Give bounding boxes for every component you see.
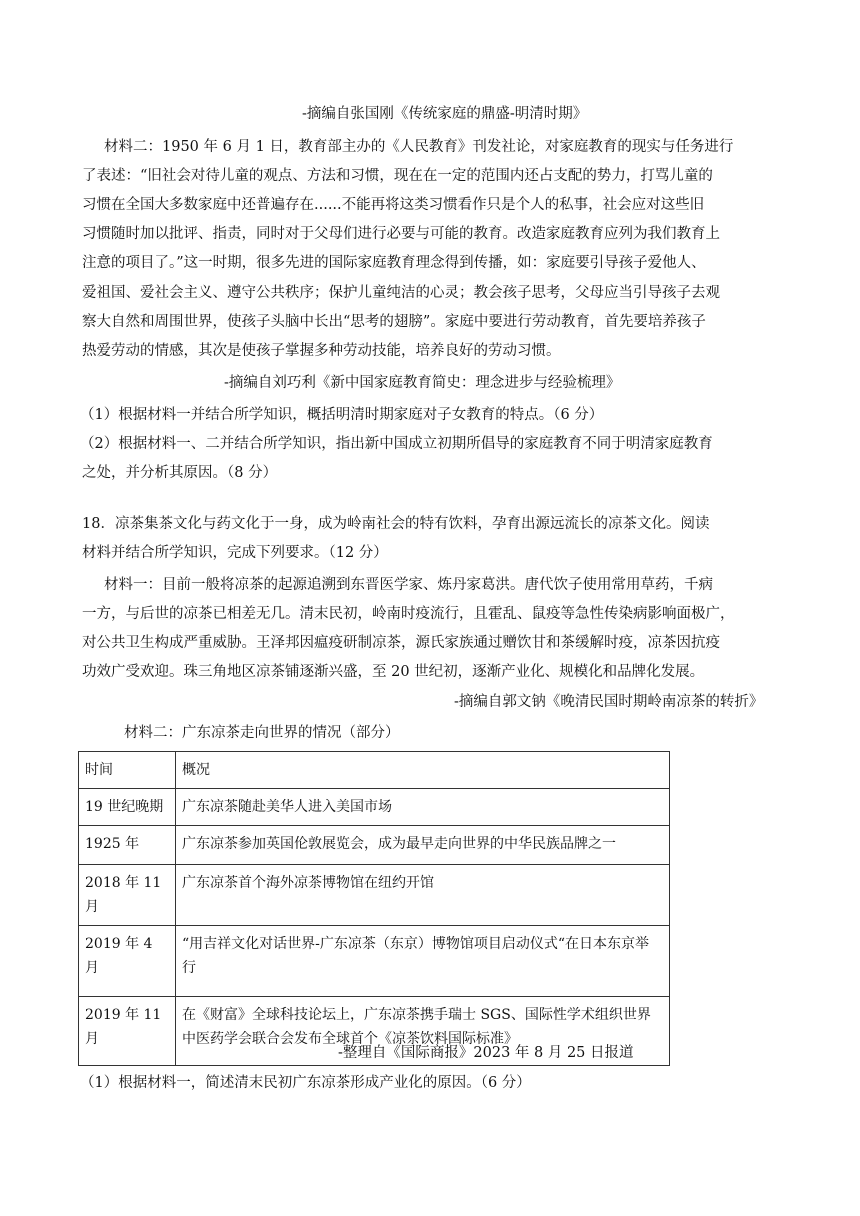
material2-paragraph-line: 习惯随时加以批评、指责，同时对于父母们进行必要与可能的教育。改造家庭教育应列为我们教育上 [82,226,720,242]
material2-paragraph-line: 注意的项目了。”这一时期，很多先进的国际家庭教育理念得到传播，如：家庭要引导孩子爱他人、 [82,255,706,271]
table-row [79,789,670,826]
table-cell-time: 2019 年 4 月 [79,926,176,997]
table-cell-summary: “用吉祥文化对话世界-广东凉茶（东京）博物馆项目启动仪式“在日本东京举行 [176,926,670,997]
table-cell-time: 1925 年 [79,826,176,865]
question-18-stem-line: 18．凉茶集茶文化与药文化于一身，成为岭南社会的特有饮料，孕育出源远流长的凉茶文化。阅读 [82,516,710,532]
material1-paragraph-line: 一方，与后世的凉茶已相差无几。清末民初，岭南时疫流行，且霍乱、鼠疫等急性传染病影响面极广， [82,606,735,622]
material2-paragraph-line: 热爱劳动的情感，其次是使孩子掌握多种劳动技能，培养良好的劳动习惯。 [82,343,561,359]
material2-paragraph-line: 材料二：1950 年 6 月 1 日，教育部主办的《人民教育》刊发社论，对家庭教育的现实与任务进行 [104,139,734,155]
question-2-line: 之处，并分析其原因。（8 分） [82,465,278,481]
table-cell-summary: 在《财富》全球科技论坛上，广东凉茶携手瑞士 SGS、国际性学术组织世界中医药学会联合会发布全球首个《凉茶饮料国际标准》 [176,997,670,1066]
table-cell-time: 19 世纪晚期 [79,789,176,826]
material2-paragraph-line: 爱祖国、爱社会主义、遵守公共秩序；保护儿童纯洁的心灵；教会孩子思考，父母应当引导孩子去观 [82,285,720,301]
table-cell-time: 2018 年 11 月 [79,865,176,926]
material2-paragraph-line: 习惯在全国大多数家庭中还普遍存在......不能再将这类习惯看作只是个人的私事，社会应对这些旧 [82,197,705,213]
table-header-cell: 时间 [79,752,176,789]
source-citation-material1-tea: -摘编自郭文钠《晚清民国时期岭南凉茶的转折》 [454,694,764,710]
table-cell-time: 2019 年 11 月 [79,997,176,1066]
material2-table-title: 材料二：广东凉茶走向世界的情况（部分） [124,725,400,741]
material1-paragraph-line: 功效广受欢迎。珠三角地区凉茶铺逐渐兴盛，至 20 世纪初，逐渐产业化、规模化和品牌化发展。 [82,664,705,680]
source-citation-material1: -摘编自张国刚《传统家庭的鼎盛-明清时期》 [302,106,588,122]
question-18-stem-line: 材料并结合所学知识，完成下列要求。（12 分） [82,545,388,561]
question-18-sub1: （1）根据材料一，简述清末民初广东凉茶形成产业化的原因。（6 分） [80,1075,531,1091]
table-header-cell: 概况 [176,752,670,789]
table-cell-summary: 广东凉茶随赴美华人进入美国市场 [176,789,670,826]
table-row [79,865,670,926]
material1-paragraph-line: 材料一：目前一般将凉茶的起源追溯到东晋医学家、炼丹家葛洪。唐代饮子使用常用草药，千病 [104,577,713,593]
tea-history-table [78,751,670,1066]
material2-paragraph-line: 了表述：“旧社会对待儿童的观点、方法和习惯，现在在一定的范围内还占支配的势力，打骂儿童的 [82,168,713,184]
source-citation-material2: -摘编自刘巧利《新中国家庭教育简史：理念进步与经验梳理》 [224,375,621,391]
table-row [79,926,670,997]
material2-paragraph-line: 察大自然和周围世界，使孩子头脑中长出“思考的翅膀”。家庭中要进行劳动教育，首先要培养孩子 [82,314,706,330]
table-cell-summary: 广东凉茶首个海外凉茶博物馆在纽约开馆 [176,865,670,926]
question-2-line: （2）根据材料一、二并结合所学知识，指出新中国成立初期所倡导的家庭教育不同于明清家庭教育 [80,436,713,452]
table-cell-summary: 广东凉茶参加英国伦敦展览会，成为最早走向世界的中华民族品牌之一 [176,826,670,865]
question-1: （1）根据材料一并结合所学知识，概括明清时期家庭对子女教育的特点。（6 分） [80,407,604,423]
material1-paragraph-line: 对公共卫生构成严重威胁。王泽邦因瘟疫研制凉茶，源氏家族通过赠饮甘和茶缓解时疫，凉茶因抗疫 [82,635,720,651]
table-header-row [79,752,670,789]
source-citation-table: -整理自《国际商报》2023 年 8 月 25 日报道 [338,1045,634,1061]
table-row [79,826,670,865]
